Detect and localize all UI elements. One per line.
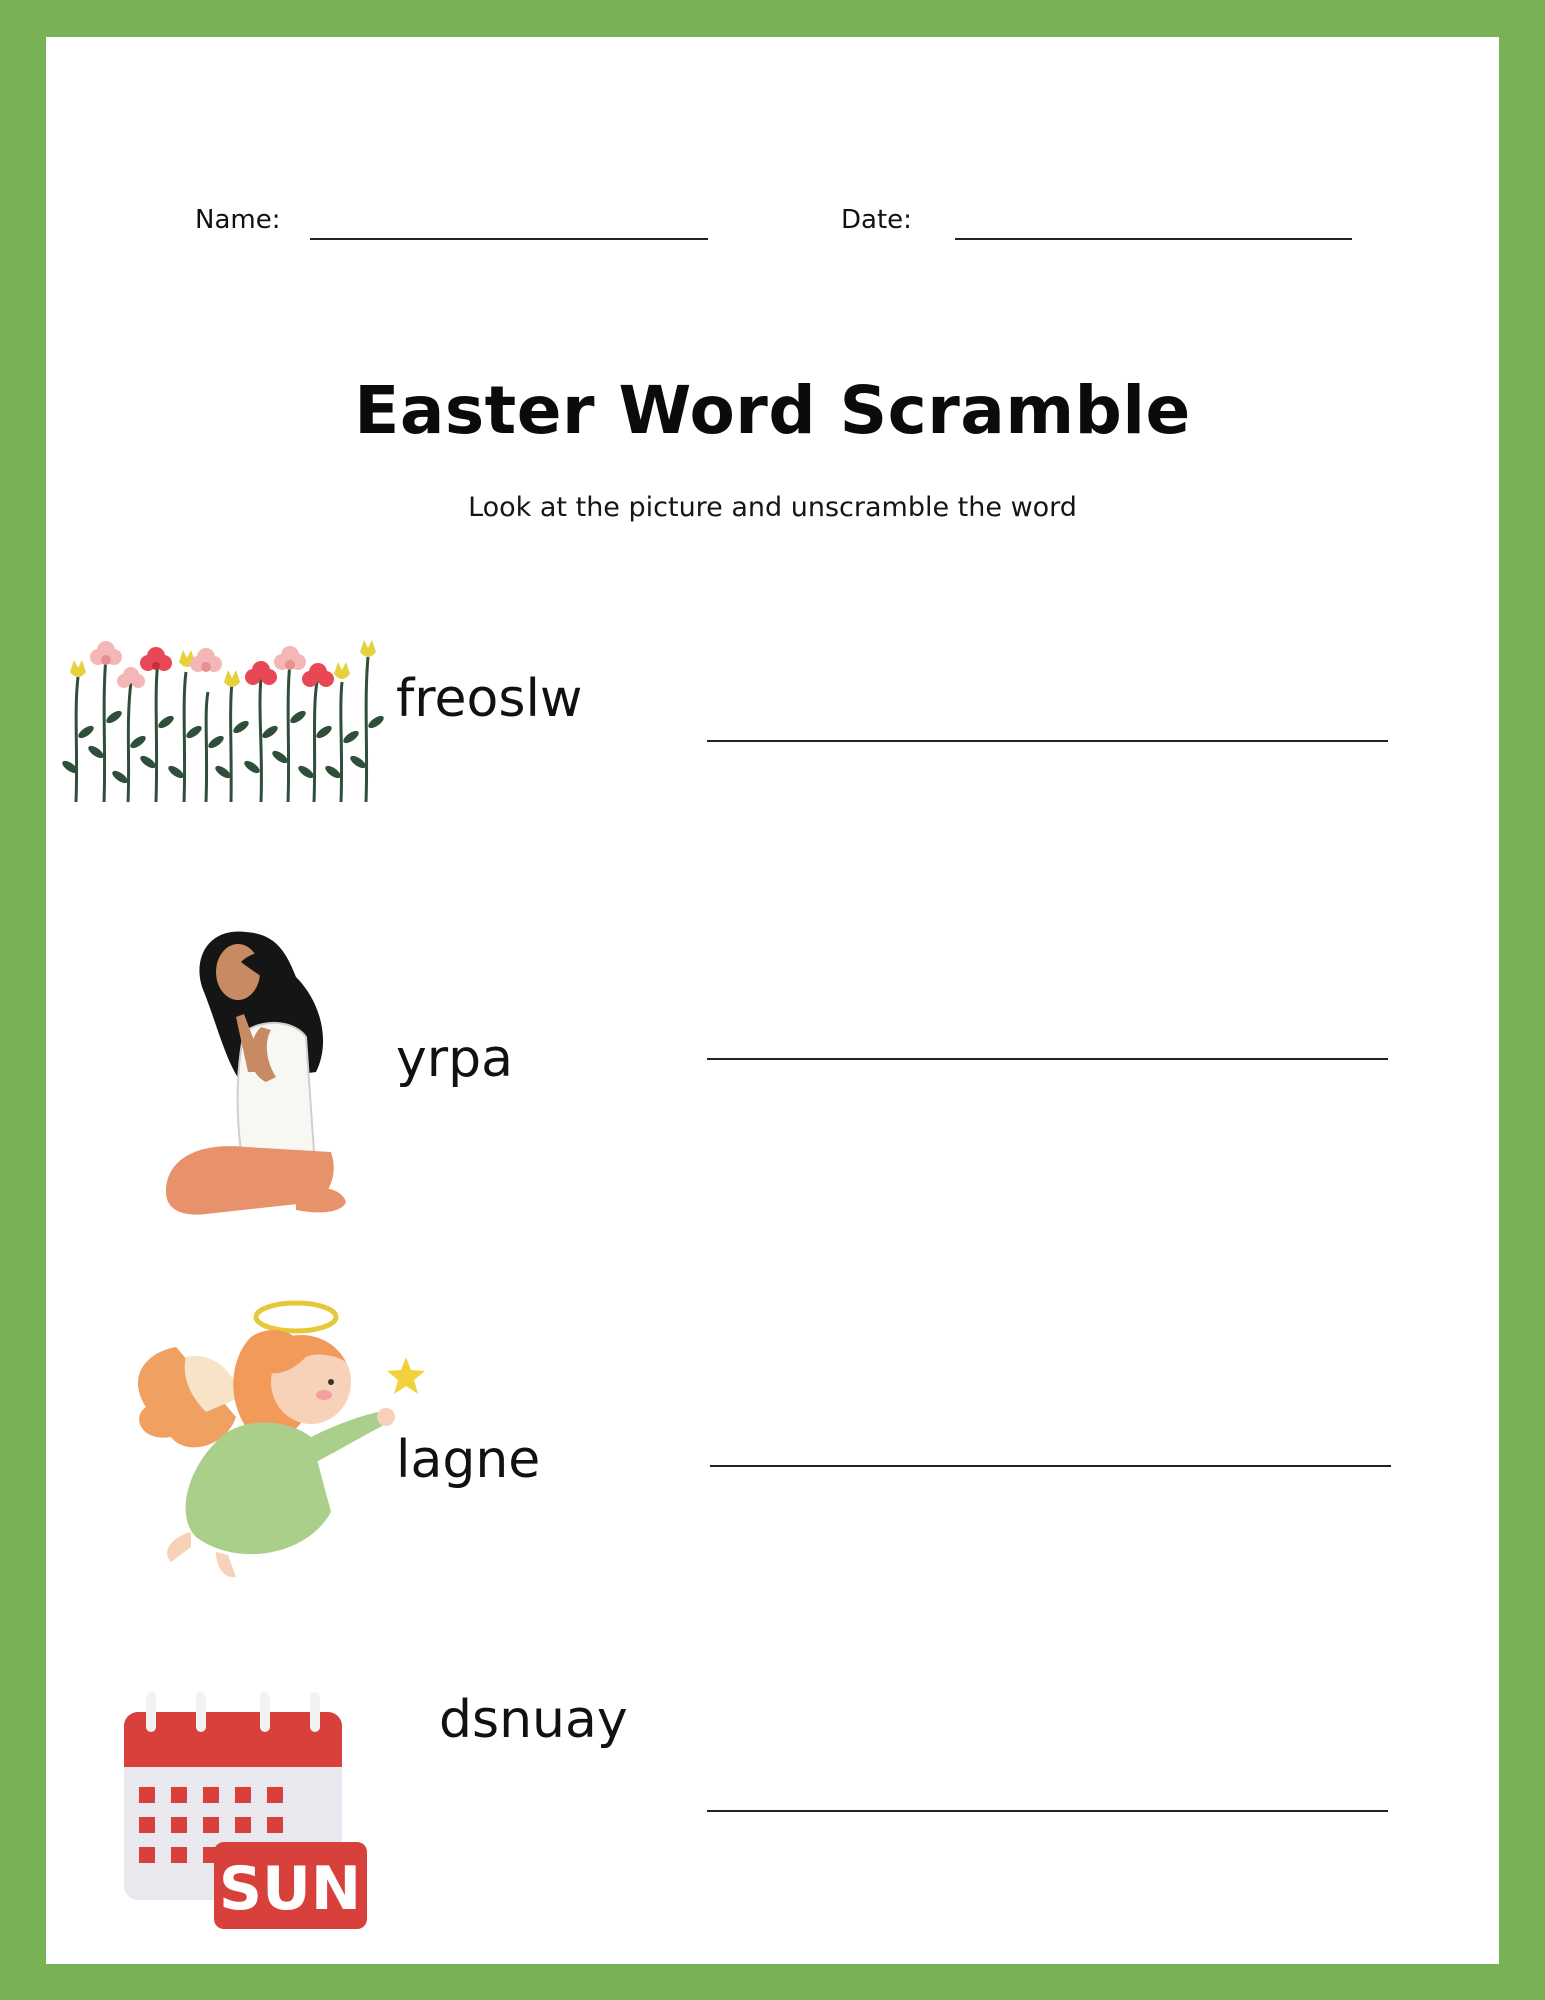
answer-line[interactable]: [710, 1465, 1391, 1467]
scrambled-word: freoslw: [396, 669, 583, 729]
scrambled-word: dsnuay: [439, 1690, 628, 1750]
date-field-line[interactable]: [955, 238, 1352, 240]
name-field-line[interactable]: [310, 238, 708, 240]
calendar-sunday-icon: [124, 1687, 379, 1932]
worksheet-page: [46, 37, 1499, 1964]
scrambled-word: lagne: [396, 1430, 541, 1490]
name-label: Name:: [195, 205, 281, 235]
answer-line[interactable]: [707, 1058, 1388, 1060]
answer-line[interactable]: [707, 740, 1388, 742]
angel-icon: [116, 1267, 426, 1587]
flowers-icon: [56, 602, 406, 807]
date-label: Date:: [841, 205, 912, 235]
scrambled-word: yrpa: [396, 1029, 514, 1089]
instructions-text: Look at the picture and unscramble the word: [468, 492, 1077, 523]
praying-woman-icon: [146, 922, 376, 1227]
page-title: Easter Word Scramble: [354, 372, 1191, 449]
answer-line[interactable]: [707, 1810, 1388, 1812]
calendar-day-label: SUN: [218, 1854, 362, 1924]
